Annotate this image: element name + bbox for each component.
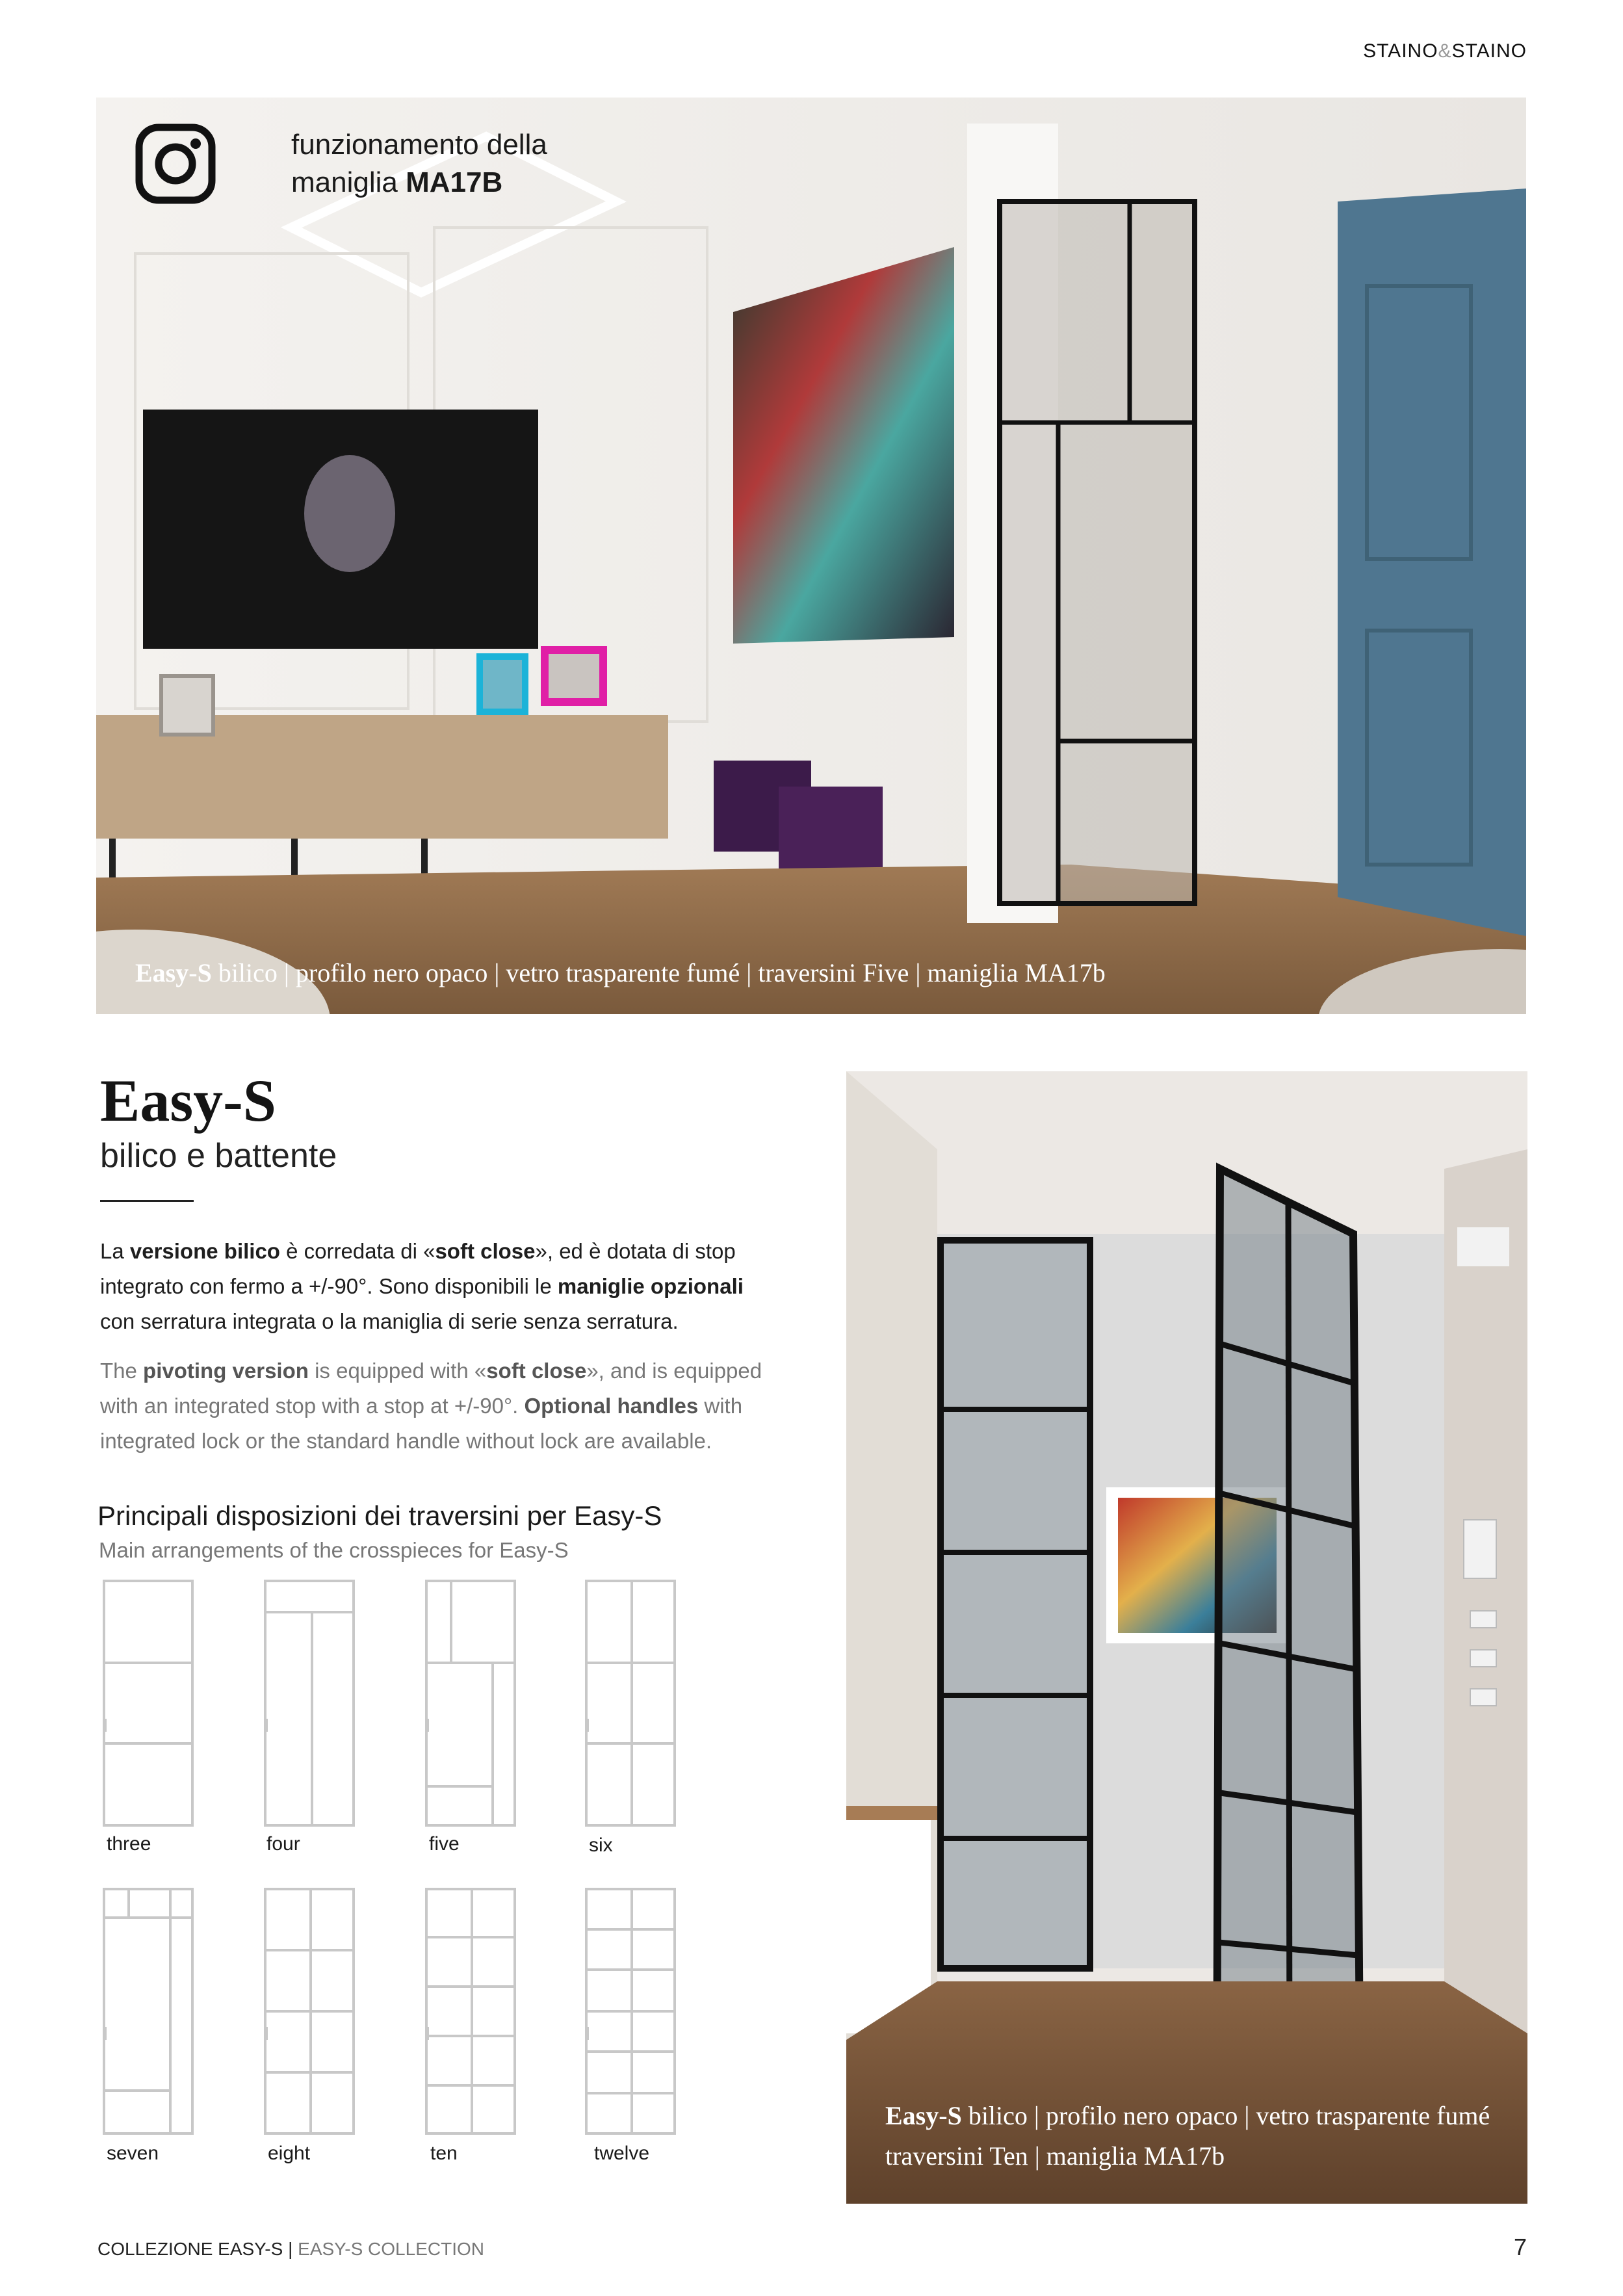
door-diagram-six <box>585 1580 676 1827</box>
description-italian: La versione bilico è corredata di «soft close», ed è dotata di stop integrato con fermo a +/-90°. Sono disponibili le maniglie opzionali con serratura integrata o la maniglia di serie senza serratura. <box>100 1239 744 1333</box>
door-label: six <box>589 1834 613 1856</box>
brand-logo: STAINO&STAINO <box>1363 40 1527 62</box>
top-photo-caption: Easy-S bilico | profilo nero opaco | vetro trasparente fumé | traversini Five | maniglia MA17b <box>135 958 1106 987</box>
door-label: twelve <box>594 2143 650 2164</box>
page-number: 7 <box>1513 2234 1527 2260</box>
page-title: Easy-S <box>100 1067 276 1134</box>
door-label: three <box>107 1833 151 1855</box>
door-diagram-three <box>103 1580 194 1827</box>
door-diagram-eight <box>264 1888 355 2135</box>
page-subtitle: bilico e battente <box>100 1137 337 1175</box>
door-label: four <box>266 1833 300 1855</box>
door-diagram-ten <box>425 1888 516 2135</box>
door-label: five <box>429 1833 460 1855</box>
right-photo-caption: Easy-S bilico | profilo nero opaco | vetro trasparente fumé traversini Ten | maniglia MA17b <box>885 2101 1490 2171</box>
door-label: seven <box>107 2143 159 2164</box>
arrangements-subtitle: Main arrangements of the crosspieces for Easy-S <box>99 1538 569 1562</box>
instagram-icon[interactable] <box>135 124 216 204</box>
instagram-caption: funzionamento della maniglia MA17B <box>291 129 547 198</box>
title-divider <box>100 1200 194 1202</box>
description-english: The pivoting version is equipped with «soft close», and is equipped with an integrated stop with a stop at +/-90°. Optional handles with integrated lock or the standard handle without lock are available. <box>100 1359 762 1453</box>
door-label: ten <box>430 2143 458 2164</box>
door-diagram-five <box>425 1580 516 1827</box>
door-diagram-twelve <box>585 1888 676 2135</box>
door-label: eight <box>268 2143 311 2164</box>
right-photo <box>846 1071 1527 2204</box>
footer-collection: COLLEZIONE EASY-S | EASY-S COLLECTION <box>97 2239 484 2259</box>
door-diagram-four <box>264 1580 355 1827</box>
pivot-door-illustration <box>846 1071 1527 2204</box>
door-diagram-seven <box>103 1888 194 2135</box>
arrangements-title: Principali disposizioni dei traversini per Easy-S <box>97 1500 662 1531</box>
top-photo <box>96 98 1526 1014</box>
living-room-illustration <box>96 98 1526 1014</box>
